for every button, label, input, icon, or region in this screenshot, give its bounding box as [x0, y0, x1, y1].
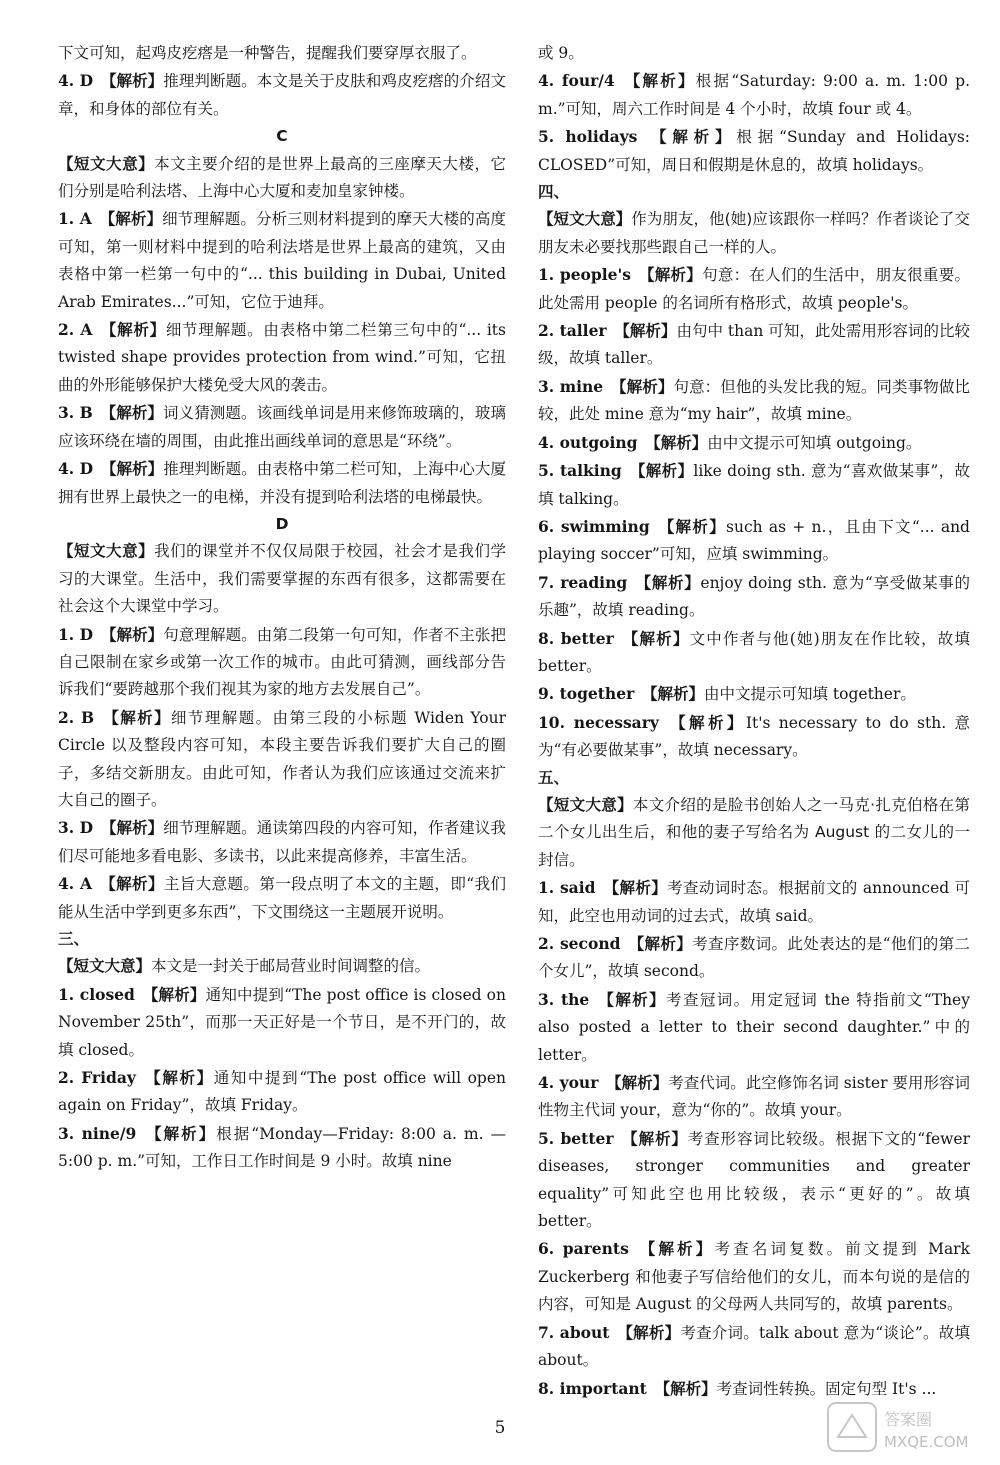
analysis-text: 考查形容词比较级。根据下文的“fewer diseases, stronger communities and greater equality”可知此空也用比较级，表示“更好的”。故填 better。	[538, 1129, 970, 1231]
analysis-tag: 【解析】	[100, 72, 164, 91]
continued-text: 下文可知，起鸡皮疙瘩是一种警告，提醒我们要穿厚衣服了。	[58, 44, 477, 62]
analysis-text: It's necessary to do sth. 意为“有必要做某事”，故填 necessary。	[538, 713, 970, 760]
analysis-text: 根据“Saturday: 9:00 a. m. 1:00 p. m.”可知，周六工作时间是 4 个小时，故填 four 或 4。	[538, 72, 970, 118]
analysis-tag: 【解析】	[641, 685, 704, 704]
answer-item	[538, 457, 970, 513]
answer-item	[538, 1125, 970, 1236]
answer-item	[58, 399, 506, 455]
answer-key: 3. nine/9	[58, 1123, 137, 1143]
analysis-text: 推理判断题。本文是关于皮肤和鸡皮疙瘩的介绍文章，和身体的部位有关。	[58, 72, 506, 118]
answer-item	[58, 1120, 506, 1176]
summary-text: 作为朋友，他(她)应该跟你一样吗？作者谈论了交朋友未必要找那些跟自己一样的人。	[538, 210, 970, 256]
answer-key: 1. A	[58, 209, 92, 229]
answer-key: 6. parents	[538, 1239, 629, 1259]
answer-item	[538, 986, 970, 1069]
answer-item	[538, 569, 970, 625]
analysis-tag: 【解析】	[628, 935, 693, 953]
analysis-text: 细节理解题。由表格中第二栏第三句中的“... its twisted shape provides protection from wind.”可知，它扭曲的外形能够保护大楼免受大风的袭击。	[58, 321, 506, 394]
analysis-tag: 【解析】	[100, 625, 164, 644]
analysis-text: 细节理解题。由第三段的小标题 Widen Your Circle 以及整段内容可知，本段主要告诉我们要扩大自己的圈子，多结交新朋友。由此可知，作者认为我们应该通过交流来扩大自己的圈子。	[58, 708, 506, 809]
answer-key: 7. about	[538, 1322, 610, 1342]
answer-key: 4. D	[58, 71, 94, 91]
summary-tag: 【短文大意】	[58, 957, 152, 976]
answer-item	[538, 513, 970, 569]
analysis-tag: 【解析】	[603, 879, 668, 898]
passage-summary	[58, 538, 506, 620]
answer-item	[58, 870, 506, 926]
analysis-text: 考查序数词。此处表达的是“他们的第二个女儿”，故填 second。	[538, 935, 970, 981]
summary-text: 本文主要介绍的是世界上最高的三座摩天大楼，它们分别是哈利法塔、上海中心大厦和麦加皇家钟楼。	[58, 154, 506, 201]
answer-item	[538, 317, 970, 373]
analysis-tag: 【解析】	[621, 629, 690, 648]
answer-key: 2. taller	[538, 321, 607, 341]
answer-key: 1. people's	[538, 265, 631, 285]
answer-item	[58, 205, 506, 316]
analysis-text: 考查词性转换。固定句型 It's ...	[716, 1379, 937, 1398]
answer-item	[538, 625, 970, 681]
answer-key: 5. holidays	[538, 127, 638, 147]
analysis-text: 细节理解题。分析三则材料提到的摩天大楼的高度可知，第一则材料中提到的哈利法塔是世界上最高的建筑，又由表格中第一栏第一句中的“... this building in Dubai, United Arab Emirates...”可知，它位于迪拜。	[58, 210, 506, 311]
answer-item	[58, 814, 506, 870]
analysis-tag: 【解析】	[610, 377, 674, 396]
section-letter-heading: C	[276, 127, 288, 146]
answer-key: 5. talking	[538, 461, 622, 481]
analysis-tag: 【解析】	[143, 1069, 214, 1088]
analysis-tag: 【解析】	[606, 1074, 669, 1093]
analysis-tag: 【解析】	[142, 985, 206, 1004]
summary-tag: 【短文大意】	[58, 154, 155, 173]
analysis-text: 句意理解题。由第二段第一句可知，作者不主张把自己限制在家乡或第一次工作的城市。由此可猜测，画线部分告诉我们“要跨越那个我们视其为家的地方去发展自己”。	[58, 625, 506, 699]
answer-item	[538, 874, 970, 930]
answer-key: 2. second	[538, 934, 621, 953]
passage-summary	[538, 792, 970, 874]
analysis-tag: 【解析】	[666, 713, 746, 732]
answer-key: 4. your	[538, 1073, 599, 1093]
answer-item	[538, 123, 970, 179]
analysis-tag: 【解析】	[645, 433, 708, 452]
passage-summary	[58, 151, 506, 206]
answer-item	[538, 261, 970, 317]
analysis-text: 主旨大意题。第一段点明了本文的主题，即“我们能从生活中学到更多东西”，下文围绕这一主题展开说明。	[58, 875, 506, 921]
analysis-text: enjoy doing sth. 意为“享受做某事的乐趣”，故填 reading。	[538, 573, 970, 620]
analysis-text: 句意：在人们的生活中，朋友很重要。此处需用 people 的名词所有格形式，故填 people's。	[538, 266, 970, 312]
right-column	[538, 40, 970, 1403]
answer-key: 6. swimming	[538, 516, 650, 536]
summary-text: 本文介绍的是脸书创始人之一马克·扎克伯格在第二个女儿出生后，和他的妻子写给名为 August 的二女儿的一封信。	[538, 795, 970, 869]
analysis-text: 由中文提示可知填 outgoing。	[707, 433, 922, 452]
answer-key: 3. B	[58, 403, 93, 423]
analysis-text: 考查冠词。用定冠词 the 特指前文“They also posted a letter to their second daughter.”中的 letter。	[538, 990, 970, 1064]
answer-key: 3. D	[58, 818, 94, 838]
answer-key: 8. better	[538, 628, 614, 648]
summary-text: 我们的课堂并不仅仅局限于校园，社会才是我们学习的大课堂。生活中，我们需要掌握的东西有很多，这都需要在社会这个大课堂中学习。	[58, 542, 506, 616]
analysis-tag: 【解析】	[100, 404, 164, 423]
analysis-text: 考查代词。此空修饰名词 sister 要用形容词性物主代词 your，意为“你的”。故填 your。	[538, 1074, 970, 1120]
analysis-tag: 【解析】	[144, 1124, 217, 1143]
answer-key: 5. better	[538, 1128, 614, 1148]
analysis-tag: 【解析】	[657, 517, 727, 536]
section-number-heading: 五、	[538, 768, 570, 787]
answer-key: 4. A	[58, 874, 93, 894]
analysis-text: 词义猜测题。该画线单词是用来修饰玻璃的，玻璃应该环绕在墙的周围，由此推出画线单词的意思是“环绕”。	[58, 404, 506, 450]
analysis-text: like doing sth. 意为“喜欢做某事”，故填 talking。	[538, 462, 970, 508]
answer-item	[538, 709, 970, 765]
answer-item	[538, 1235, 970, 1318]
answer-item	[538, 373, 970, 429]
analysis-text: 通知中提到“The post office will open again on Friday”，故填 Friday。	[58, 1069, 506, 1115]
analysis-tag: 【解析】	[100, 321, 166, 340]
answer-key: 2. B	[58, 707, 95, 727]
summary-tag: 【短文大意】	[538, 795, 633, 814]
analysis-text: 通知中提到“The post office is closed on November 25th”，而那一天正好是一个节日，是不开门的，故填 closed。	[58, 985, 506, 1059]
answer-item	[538, 1375, 970, 1403]
answer-item	[58, 455, 506, 511]
analysis-text: 推理判断题。由表格中第二栏可知，上海中心大厦拥有世界上最快之一的电梯，并没有提到哈利法塔的电梯最快。	[58, 460, 506, 506]
analysis-tag: 【解析】	[597, 990, 667, 1009]
analysis-text: 考查名词复数。前文提到 Mark Zuckerberg 和他妻子写信给他们的女儿，而本句说的是信的内容，可知是 August 的父母两人共同写的，故填 parents。	[538, 1240, 970, 1314]
summary-tag: 【短文大意】	[58, 542, 155, 561]
continued-text: 或 9。	[538, 44, 584, 62]
section-letter-heading: D	[275, 514, 289, 533]
answer-key: 4. D	[58, 459, 94, 479]
passage-summary	[58, 953, 506, 980]
answer-key: 4. four/4	[538, 71, 615, 91]
analysis-tag: 【解析】	[622, 72, 696, 91]
watermark-text-cn: 答案圈	[884, 1410, 933, 1429]
answer-item	[538, 930, 970, 986]
analysis-tag: 【解析】	[617, 1323, 681, 1342]
analysis-text: 根据“Sunday and Holidays: CLOSED”可知，周日和假期是休息的，故填 holidays。	[538, 128, 970, 174]
answer-item	[58, 981, 506, 1064]
answer-key: 2. A	[58, 320, 93, 340]
answer-item	[538, 1069, 970, 1125]
answer-item	[58, 1064, 506, 1120]
analysis-tag: 【解析】	[645, 128, 737, 147]
analysis-tag: 【解析】	[629, 462, 694, 481]
analysis-text: 文中作者与他(她)朋友在作比较，故填 better。	[538, 629, 970, 675]
answer-item	[538, 67, 970, 123]
answer-item	[538, 1319, 970, 1375]
section-number-heading: 四、	[538, 183, 570, 202]
page-number: 5	[494, 1418, 506, 1438]
answer-key: 1. D	[58, 624, 94, 644]
answer-item	[58, 621, 506, 704]
section-number-heading: 三、	[58, 930, 90, 948]
watermark-logo-icon	[826, 1401, 986, 1457]
left-column	[58, 40, 506, 1176]
analysis-text: 句意：但他的头发比我的短。同类事物做比较，此处 mine 意为“my hair”，故填 mine。	[538, 377, 970, 424]
watermark-text-en: MXQE.COM	[884, 1433, 969, 1451]
answer-item	[538, 429, 970, 457]
answer-item	[58, 316, 506, 399]
answer-key: 1. closed	[58, 984, 135, 1004]
answer-key: 8. important	[538, 1378, 647, 1398]
analysis-tag: 【解析】	[621, 1129, 688, 1148]
analysis-tag: 【解析】	[638, 266, 703, 285]
answer-item	[538, 680, 970, 708]
summary-tag: 【短文大意】	[538, 210, 632, 229]
answer-key: 3. mine	[538, 376, 604, 396]
answer-key: 9. together	[538, 684, 635, 704]
analysis-text: 根据“Monday—Friday: 8:00 a. m. —5:00 p. m.”可知，工作日工作时间是 9 小时。故填 nine	[58, 1124, 506, 1171]
answer-key: 4. outgoing	[538, 432, 638, 452]
analysis-tag: 【解析】	[100, 460, 164, 479]
analysis-tag: 【解析】	[101, 708, 171, 727]
analysis-tag: 【解析】	[99, 210, 163, 229]
analysis-text: 由中文提示可知填 together。	[704, 685, 916, 704]
answer-key: 10. necessary	[538, 712, 659, 732]
analysis-text: such as + n.，且由下文“... and playing soccer”可知，应填 swimming。	[538, 517, 970, 564]
passage-summary	[538, 206, 970, 261]
analysis-text: 由句中 than 可知，此处需用形容词的比较级，故填 taller。	[538, 322, 970, 368]
answer-key: 1. said	[538, 878, 596, 898]
answer-key: 2. Friday	[58, 1068, 136, 1088]
analysis-text: 考查动词时态。根据前文的 announced 可知，此空也用动词的过去式，故填 said。	[538, 879, 970, 925]
analysis-tag: 【解析】	[614, 322, 677, 341]
answer-item	[58, 704, 506, 815]
analysis-tag: 【解析】	[99, 875, 164, 894]
answer-key: 7. reading	[538, 572, 628, 592]
analysis-text: 考查介词。talk about 意为“谈论”。故填 about。	[538, 1323, 970, 1370]
summary-text: 本文是一封关于邮局营业时间调整的信。	[151, 957, 431, 976]
analysis-tag: 【解析】	[634, 573, 701, 592]
analysis-tag: 【解析】	[100, 819, 164, 838]
answer-item	[58, 67, 506, 123]
analysis-tag: 【解析】	[636, 1240, 715, 1259]
answer-key: 3. the	[538, 989, 590, 1009]
analysis-tag: 【解析】	[654, 1379, 717, 1398]
analysis-text: 细节理解题。通读第四段的内容可知，作者建议我们尽可能地多看电影、多读书，以此来提高修养，丰富生活。	[58, 819, 506, 865]
